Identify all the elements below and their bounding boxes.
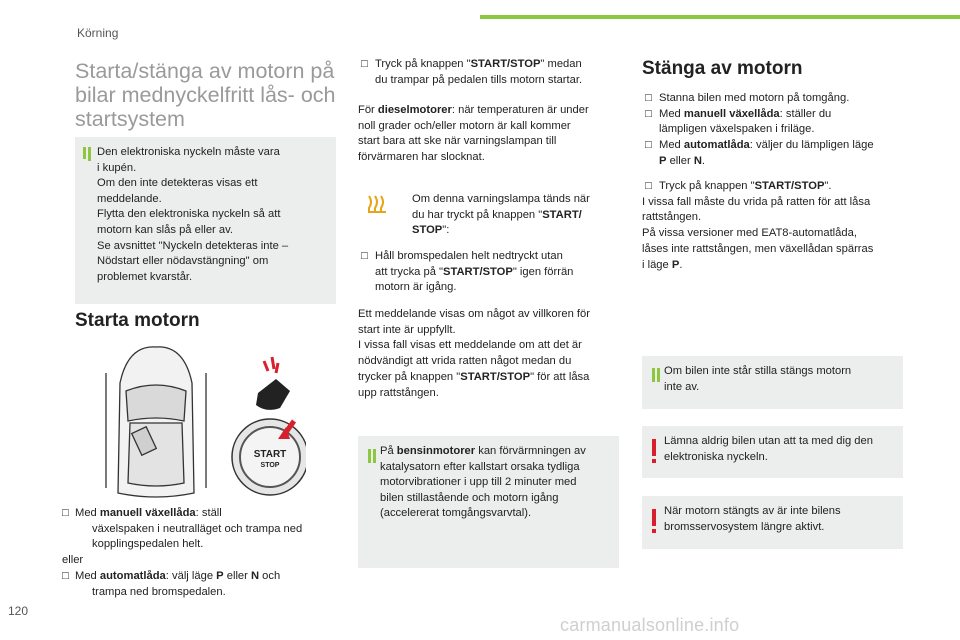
info-box-bensin: På bensinmotorer kan förvärmningen av katalysatorn efter kallstart orsaka tydliga motorvibrationer i upp till 2 minuter med bilen stillastående och motorn igång (accelererat tomgångsvarvtal). [358, 436, 619, 568]
stanga-tryck: □ Tryck på knappen "START/STOP". I vissa fall måste du vrida på ratten för att låsa rattstången. På vissa versioner med EAT8-automatlåda, låses inte rattstången, men växellådan spärras i läge P. [642, 180, 874, 271]
middle-lamp-text: Om denna varningslampa tänds när du har tryckt på knappen "START/ STOP": [412, 193, 590, 237]
info-text: Den elektroniska nyckeln måste vara i kupén. Om den inte detekteras visas ett meddelande. Flytta den elektroniska nyckeln så att motorn kan slås på eller av. Se avsnittet "Nyckeln detekteras inte – Nödstart eller nödavstängning" om problemet kvarstår. [97, 146, 289, 283]
middle-message: Ett meddelande visas om något av villkoren för start inte är uppfyllt. I vissa fall visas ett meddelande om att det är nödvändigt att vrida ratten något medan du trycker på knappen "START/STOP" för att låsa upp rattstången. [358, 308, 590, 399]
info-icon [652, 368, 655, 382]
warning-box-broms: När motorn stängts av är inte bilens bromsservosystem längre aktivt. [642, 496, 903, 549]
stanga-steps: □ Stanna bilen med motorn på tomgång. □ Med manuell växellåda: ställer du lämpligen växelspaken i friläge. □ Med automatlåda: väljer du lämpligen läge P eller N. [645, 92, 874, 167]
info-icon [368, 449, 371, 463]
starter-hand-icon [256, 357, 290, 410]
section-header: Körning [77, 26, 119, 40]
car-illustration [98, 343, 306, 501]
warning-icon [652, 439, 656, 456]
car-icon [106, 347, 206, 497]
start-label: START [253, 449, 287, 460]
info-box-stilla: Om bilen inte står stilla stängs motorn inte av. [642, 356, 903, 409]
page-title: Starta/stänga av motorn på bilar mednyckelfritt lås- och startsystem [75, 59, 336, 131]
warning-icon [652, 509, 656, 526]
middle-hall: □ Håll bromspedalen helt nedtryckt utan att trycka på "START/STOP" igen förrän motorn är igång. [361, 250, 574, 294]
middle-tryck: □ Tryck på knappen "START/STOP" medan du trampar på pedalen tills motorn startar. [361, 58, 583, 86]
stop-label: STOP [260, 462, 280, 469]
info-box-key [75, 137, 336, 304]
footer-watermark: carmanualsonline.info [560, 615, 740, 635]
heading-starta: Starta motorn [75, 310, 200, 331]
starta-instructions: □ Med manuell växellåda: ställ växelspaken i neutralläget och trampa ned kopplingspedalen helt. eller □ Med automatlåda: välj läge P eller N och trampa ned bromspedalen. [62, 507, 303, 598]
warning-box-nyckel: Lämna aldrig bilen utan att ta med dig den elektroniska nyckeln. [642, 426, 903, 478]
info-icon [83, 147, 86, 159]
section-accent-bar [480, 15, 960, 19]
heading-stanga: Stänga av motorn [642, 58, 803, 79]
middle-diesel: För dieselmotorer: när temperaturen är under noll grader och/eller motorn är kall kommer start bara att ske när varningslampan till förvärmaren har slocknat. [358, 104, 589, 164]
page-number: 120 [8, 604, 29, 618]
start-stop-button-icon [232, 419, 306, 495]
preheat-warning-lamp-icon [367, 194, 389, 214]
